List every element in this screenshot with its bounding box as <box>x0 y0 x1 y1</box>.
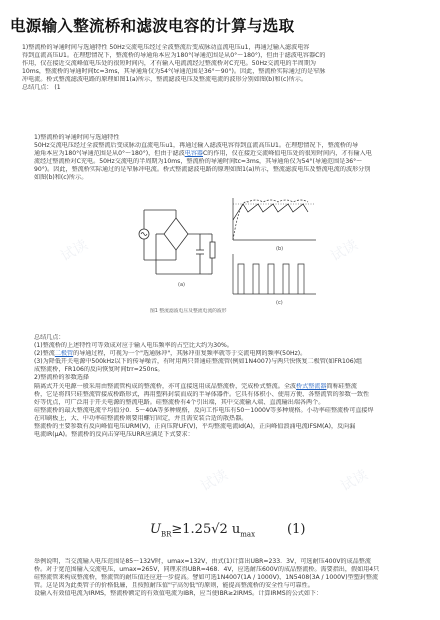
quote-line: 90°)。因此，整流桥实际通过的是窄脉冲电流。桥式整流滤波电路的原理如图1(a)所示，整流滤波电压及整流电流的波形分别 <box>34 166 371 174</box>
summary-line: (1)整流桥的上述特性可等效成对应于输入电压频率的占空比大约为30%。 <box>34 342 233 350</box>
formula-body: ≥1.25√2 u <box>171 522 241 537</box>
summary-line: 总结几点： <box>34 334 65 341</box>
quote-line: 流经过整流桥对C充电。50Hz交流电的半周期为10ms，整流桥的导通时间tc=3ms，其导通角仅为54°(导通范围是36°～ <box>34 158 363 166</box>
quote-segment: 通角本应为180°(导通范围是从0°～180°)，但由于滤波 <box>34 150 185 158</box>
example-line: 设输入有效值电流为IRMS，整流桥额定的有效值电流为IBR，应当使IBR≥2IRMS。计算IRMS的公式如下： <box>34 590 323 598</box>
formula-subscript: BR <box>160 530 172 539</box>
watermark: 试读 <box>338 466 371 495</box>
example-line: 举例说明，当交流输入电压范围是85～132V时，umax=132V，由式(1)计算出UBR=233．3V，可选耐压400V的成品整流 <box>34 558 371 565</box>
summary-line: 好等优点，可广泛用于开关电源的整流电路。硅整流桥有4个引出端，其中交流输入端、直流输出端各两个。 <box>34 398 325 406</box>
example-line: 硅整流管来构成整流桥，整流管的耐压值还应进一步提高。譬如可选1N4007(1A / 1000V)、1N5408(3A / 1000V)型塑封整流 <box>34 574 379 582</box>
example-line: 桥。对于宽范围输入交流电压，umax=265V，同理求得UBR=468．4V，应选耐压600V的成品整流桥。需要指出，假如用4只 <box>34 566 380 574</box>
voltage-waveform-chart <box>233 198 316 240</box>
summary-line: 硅整流桥的最大整流电流平均值分0．5～40A等多种规格，反向工作电压有50～1000V等多种规格。小功率硅整流桥可直接焊 <box>34 406 374 414</box>
formula-symbol: U <box>150 522 161 537</box>
intro-line: 作用，仅在接近交流峰值电压处的很短时间内，才有输入电流流经过整流桥对C充电。50Hz交流电的半周期为 <box>22 60 317 68</box>
intro-line: 总结几点： (1 <box>22 84 61 92</box>
intro-line: 冲电流。桥式整流滤波电路的原理如图1(a)所示，整流滤波电压及整流电流的波形分别如图(b)和(c)所示。 <box>22 76 308 84</box>
bridge-circuit-diagram <box>139 210 215 274</box>
quote-line: 50Hz交流电压经过全波整流后变成脉动直流电压u1，再通过输入滤波电容得到直流高压U1。在理想情况下，整流桥的导 <box>34 142 359 150</box>
summary-line: 2)整流桥的参数选择 <box>34 374 90 382</box>
example-line: 管。这是因为此类管子的价格低廉，且按照耐压值"宁高勿低"的原则，能提高整流桥的安全性与可靠性。 <box>34 582 314 590</box>
formula-number: (1) <box>287 522 306 537</box>
quote-line: 1)整流桥的导通时间与选通特性 <box>34 134 120 141</box>
summary-paragraph <box>34 334 424 439</box>
rectifier-figure <box>138 190 318 308</box>
breakdown-voltage-formula <box>150 522 255 539</box>
figure-label-b: (b) <box>276 246 284 252</box>
summary-segment: 简称硅整流 <box>326 382 357 390</box>
summary-line: 在印刷板上，大、中功率硅整流桥则要用螺钉固定，并且需安装合适的散热器。 <box>34 414 248 422</box>
quote-line <box>34 150 422 158</box>
summary-line <box>34 383 424 391</box>
summary-segment: 隔离式开关电源一般采用由整流管构成的整流桥，亦可直接选用成品整流桥，完成桥式整流。全波 <box>34 382 297 390</box>
summary-line: 桥，它是将四只硅整流管接成桥路形式，再用塑料封装而成的半导体器件。它具有体积小、使用方便、各整流管的参数一致性 <box>34 390 370 398</box>
formula-subscript-max: max <box>240 530 256 539</box>
watermark: 试读 <box>58 236 91 265</box>
intro-line: 1)整流桥的导通时间与选通特性 50Hz交流电压经过全波整流后变成脉动直流电压u1，再通过输入滤波电容 <box>22 44 310 51</box>
intro-line: 得到直流高压U1。在理想情况下，整流桥的导通角本应为180°(导通范围是从0°～180°)，但由于滤波电容器C的 <box>22 52 326 60</box>
summary-line: (3)为降低开关电源中500kHz以下的传导噪音，有时用两只普通硅整流管(例如1N4007)与两只快恢复二极管(如FR106)组 <box>34 358 363 366</box>
quote-segment: C的作用，仅在接近交流峰值电压处的很短时间内，才有输入电 <box>203 150 372 158</box>
figure-caption: 图1 整流滤波电压及整流电流的波形 <box>150 309 227 314</box>
current-waveform-chart <box>233 254 316 294</box>
quote-line: 如图(b)和(c)所示。 <box>34 174 88 182</box>
example-paragraph <box>34 558 424 598</box>
diode-link[interactable]: 二极管 <box>54 350 74 358</box>
page-title: 电源输入整流桥和滤波电容的计算与选取 <box>10 17 295 35</box>
figure-label-c: (c) <box>276 300 283 306</box>
intro-line: 10ms，整流桥的导通时间tc=3ms，其导通角仅为54°(导通范围是36°～90°)。因此，整流桥实际通过的是窄脉 <box>22 68 326 76</box>
summary-segment: (2)整流 <box>34 350 55 358</box>
watermark: 试读 <box>58 556 91 585</box>
quoted-paragraph <box>34 134 422 183</box>
summary-line <box>34 350 424 358</box>
intro-paragraph <box>22 44 422 93</box>
figure-label-a: (a) <box>178 282 185 288</box>
capacitor-link[interactable]: 电容器 <box>184 150 204 158</box>
summary-line: 整流桥的主要参数有反向峰值电压URM(V)，正向压降UF(V)，平均整流电流Id(A)，正向峰值浪涌电流IFSM(A)，反向漏 <box>34 423 356 431</box>
summary-segment: 的导通过程，可视为一个"选通脉冲"，其脉冲重复频率就等于交流电网的频率(50Hz)。 <box>73 350 307 358</box>
watermark: 试读 <box>198 466 231 495</box>
bridge-rectifier-link[interactable]: 桥式整流器 <box>296 382 327 390</box>
summary-line: 成整流桥，FR106的反向恢复时间trr=250ns。 <box>34 366 164 374</box>
watermark: 试读 <box>328 236 361 265</box>
summary-line: 电流IR(μA)。整流桥的反向击穿电压URR应满足下式要求： <box>34 431 194 439</box>
